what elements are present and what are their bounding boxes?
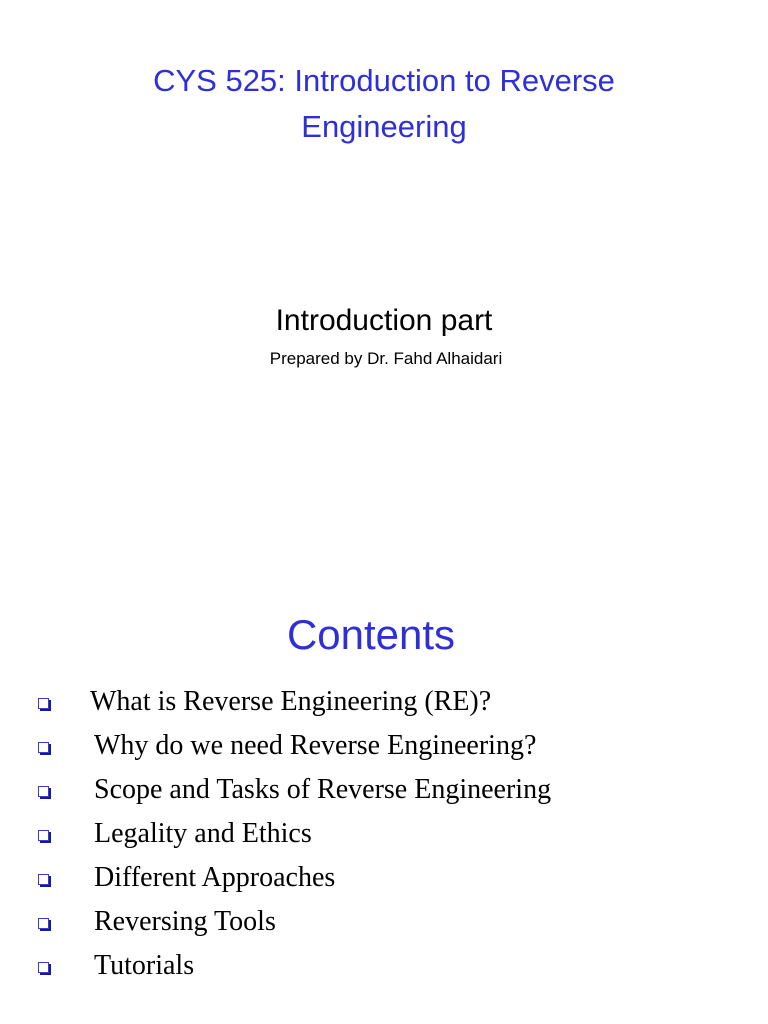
course-title-line-1: CYS 525: Introduction to Reverse (153, 63, 615, 98)
square-bullet-icon (38, 830, 49, 841)
square-bullet-icon (38, 962, 49, 973)
course-title (0, 58, 768, 150)
list-item-text: What is Reverse Engineering (RE)? (90, 686, 492, 717)
list-item-text: Reversing Tools (94, 906, 276, 937)
square-bullet-icon (38, 786, 49, 797)
list-item-text: Different Approaches (94, 862, 336, 893)
list-item (0, 902, 768, 946)
list-item (0, 770, 768, 814)
square-bullet-icon (38, 742, 49, 753)
list-item-text: Why do we need Reverse Engineering? (94, 730, 537, 761)
list-item (0, 682, 768, 726)
slide-subtitle: Introduction part (275, 304, 493, 337)
list-item (0, 726, 768, 770)
contents-slide (0, 512, 768, 1024)
square-bullet-icon (38, 698, 49, 709)
list-item-text: Legality and Ethics (94, 818, 312, 849)
contents-title: Contents (286, 611, 456, 658)
square-bullet-icon (38, 918, 49, 929)
author-credit: Prepared by Dr. Fahd Alhaidari (269, 349, 503, 368)
list-item (0, 858, 768, 902)
contents-list (0, 682, 768, 990)
list-item (0, 814, 768, 858)
list-item-text: Scope and Tasks of Reverse Engineering (94, 774, 552, 805)
list-item-text: Tutorials (94, 950, 195, 981)
square-bullet-icon (38, 874, 49, 885)
course-title-line-2: Engineering (301, 109, 467, 144)
list-item (0, 946, 768, 990)
